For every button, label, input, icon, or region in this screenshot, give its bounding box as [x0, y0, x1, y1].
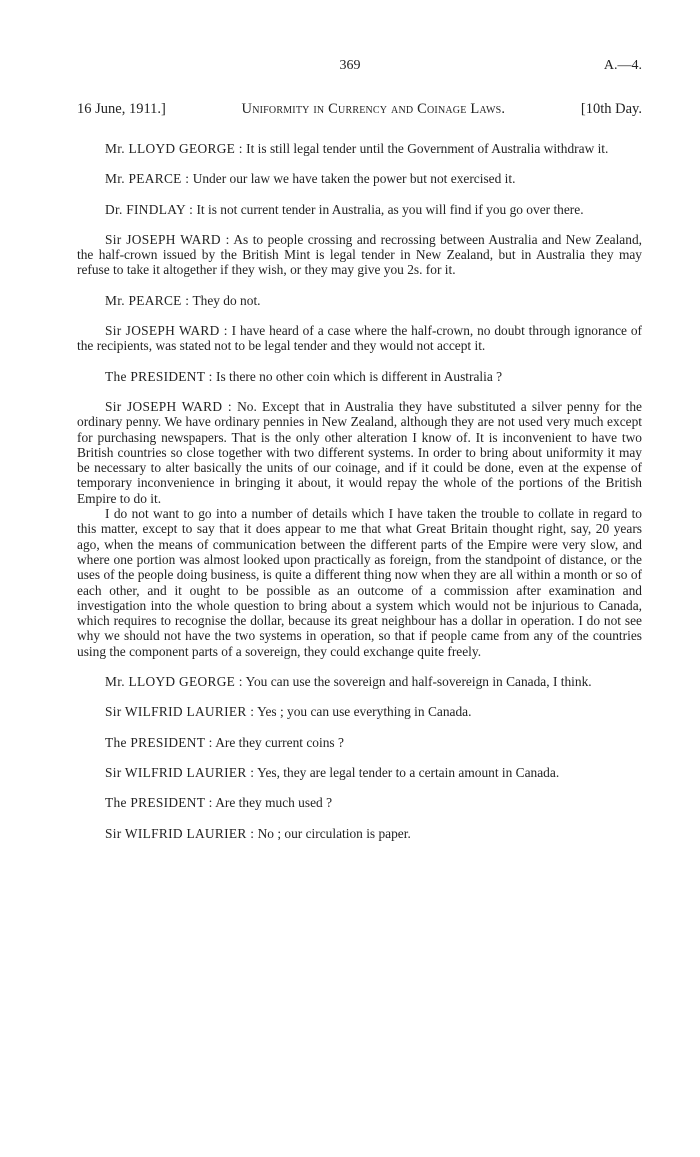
header-day: [10th Day. [580, 101, 642, 117]
speaker-name: Sir WILFRID LAURIER : [105, 825, 255, 841]
speech-paragraph [77, 369, 642, 384]
speaker-name: Mr. PEARCE : [105, 292, 190, 308]
speech-paragraph [77, 399, 642, 506]
speech-paragraph [77, 826, 642, 841]
document-reference: A.—4. [603, 58, 642, 73]
speech-paragraph [77, 202, 642, 217]
speaker-name: Sir WILFRID LAURIER : [105, 704, 255, 720]
speech-paragraph [77, 735, 642, 750]
speech-text: No. Except that in Australia they have substituted a silver penny for the ordinary penny. We have ordinary pennies in New Zealand, although they are not used very much except for purchasing newspapers. That is the only other alteration I know of. It is inconvenient to have two British countries so close together with two different systems. In order to bring about uniformity it may be necessary to alter basically the units of our coinage, and if it could be done, even at the expense of temporary inconvenience in bringing it about, it would repay the whole of the portions of the British Empire to do it. [77, 398, 642, 506]
speech-text: Are they much used ? [212, 795, 333, 811]
header-title: Uniformity in Currency and Coinage Laws. [241, 101, 506, 117]
speech-text: As to people crossing and recrossing between Australia and New Zealand, the half-crown issued by the British Mint is legal tender in New Zealand, but in Australia they may refuse to take it altogether if they wish, or they may give you 2s. for it. [77, 231, 642, 278]
speech-paragraph-continued [77, 506, 642, 659]
speaker-name: The PRESIDENT : [105, 734, 213, 750]
speaker-name: The PRESIDENT : [105, 368, 213, 384]
speech-text: I have heard of a case where the half-crown, no doubt through ignorance of the recipients, was stated not to be legal tender and they would not accept it. [77, 323, 642, 354]
speech-text: Is there no other coin which is different in Australia ? [212, 368, 503, 384]
running-header [77, 101, 642, 118]
page-number: 369 [339, 58, 361, 73]
speech-paragraph [77, 232, 642, 278]
transcript-body [77, 141, 642, 856]
speech-text: No ; our circulation is paper. [254, 825, 411, 841]
speaker-name: Sir JOSEPH WARD : [105, 323, 228, 339]
speech-text: Are they current coins ? [212, 734, 344, 750]
speech-text: You can use the sovereign and half-sovereign in Canada, I think. [242, 674, 592, 690]
speaker-name: Mr. PEARCE : [105, 171, 190, 187]
speech-paragraph [77, 674, 642, 689]
speech-text: They do not. [189, 292, 261, 308]
speech-paragraph [77, 323, 642, 354]
speech-paragraph [77, 765, 642, 780]
speaker-name: Mr. LLOYD GEORGE : [105, 674, 243, 690]
header-date: 16 June, 1911.] [77, 101, 166, 117]
speech-text: I do not want to go into a number of details which I have taken the trouble to collate in regard to this matter, except to say that it does appear to me that what Great Britain thought right, say, 20 years ago, when the means of communication between the different parts of the Empire were very slow, and where one portion was almost looked upon practically as foreign, from the standpoint of distance, or the uses of the people doing business, is quite a different thing now when they are all within a month or so of each other, and it ought to be possible as an outcome of a commission after examination and investigation into the whole question to bring about a system which would not be injurious to Canada, which requires to recognise the dollar, because its great neighbour has a dollar in operation. I do not see why we should not have the two systems in operation, so that if people came from any of the countries using the component parts of a sovereign, they could exchange quite freely. [77, 506, 642, 659]
speech-text: Under our law we have taken the power but not exercised it. [189, 171, 516, 187]
speech-paragraph [77, 171, 642, 186]
speech-text: It is still legal tender until the Government of Australia withdraw it. [242, 141, 609, 156]
speaker-name: Mr. LLOYD GEORGE : [105, 141, 243, 156]
speech-paragraph [77, 795, 642, 810]
speech-text: It is not current tender in Australia, as you will find if you go over there. [193, 201, 584, 217]
speech-text: Yes ; you can use everything in Canada. [254, 704, 472, 720]
speech-paragraph [77, 704, 642, 719]
speaker-name: Sir WILFRID LAURIER : [105, 764, 255, 780]
speaker-name: Sir JOSEPH WARD : [105, 231, 230, 247]
speaker-name: The PRESIDENT : [105, 795, 213, 811]
speaker-name: Sir JOSEPH WARD : [105, 398, 232, 414]
speech-text: Yes, they are legal tender to a certain amount in Canada. [254, 764, 560, 780]
speech-paragraph [77, 293, 642, 308]
speaker-name: Dr. FINDLAY : [105, 201, 194, 217]
speech-paragraph [77, 141, 642, 156]
